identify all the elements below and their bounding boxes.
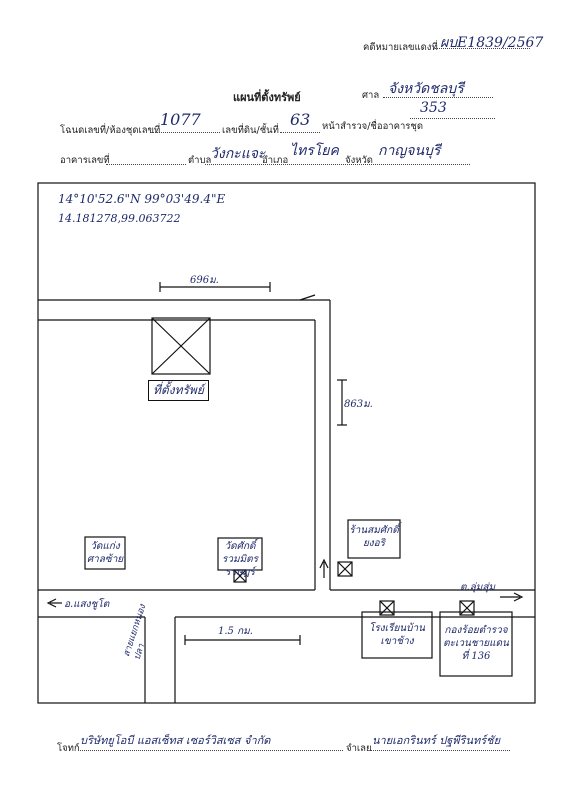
police-label: กองร้อยตำรวจตะเวนชายแดนที่ 136	[443, 625, 509, 662]
defendant-label: จำเลย	[346, 743, 372, 754]
subdistrict: วังกะแจะ	[210, 146, 266, 162]
survey-label: หน้าสำรวจ/ชื่ออาคารชุด	[322, 121, 424, 132]
province-label: จังหวัด	[345, 155, 373, 166]
dist-bottom-label: 1.5 กม.	[218, 626, 253, 637]
property-label: ที่ตั้งทรัพย์	[148, 380, 209, 401]
marker-shop	[338, 562, 352, 576]
temple-label: วัดแก่งศาลซ้าย	[86, 541, 124, 565]
subdistrict-label: ตำบล	[188, 155, 212, 166]
school-label: โรงเรียนบ้านเขาช้าง	[369, 623, 425, 647]
road-vertical-label: สายแยกหนองปลา	[122, 603, 149, 662]
case-number: ผบE1839/2567	[440, 35, 544, 51]
survey-no: 353	[420, 100, 447, 116]
court-name: จังหวัดชลบุรี	[388, 81, 464, 97]
land-no: 63	[290, 110, 311, 129]
marker-school	[380, 601, 394, 615]
deed-number: 1077	[160, 110, 201, 129]
district: ไทรโยค	[290, 143, 339, 159]
top-arrow	[300, 295, 315, 300]
rubber-label: วัดศักดิ์รวมมิตรราษฎร์	[221, 541, 259, 578]
marker-police	[460, 601, 474, 615]
plaintiff-label: โจทก์	[57, 743, 80, 754]
page-title: แผนที่ตั้งทรัพย์	[233, 91, 301, 104]
case-number-label: คดีหมายเลขแดงที่	[363, 42, 438, 53]
district-label: อำเภอ	[262, 155, 289, 166]
building-label: อาคารเลขที่	[60, 155, 110, 166]
coords-dms: 14°10'52.6"N 99°03'49.4"E	[58, 192, 226, 206]
province: กาญจนบุรี	[378, 143, 441, 159]
land-no-label: เลขที่ดิน/ชั้นที่	[222, 125, 279, 136]
road-right-label: ต.ลุ่มสุ่ม	[460, 582, 496, 593]
road-left-label: อ.แสงชูโต	[64, 599, 110, 610]
deed-label: โฉนดเลขที่/ห้องชุดเลขที่	[60, 125, 161, 136]
defendant: นายเอกรินทร์ ปฐพีรินทร์ชัย	[372, 734, 501, 747]
coords-decimal: 14.181278,99.063722	[58, 212, 181, 225]
plaintiff-line	[78, 750, 343, 751]
dist-top-label: 696ม.	[190, 275, 219, 286]
shop-label: ร้านสมศักดิ์ยงอริ	[349, 525, 399, 549]
court-label: ศาล	[362, 90, 380, 101]
dist-right-label: 863ม.	[344, 399, 373, 410]
defendant-line	[370, 750, 510, 751]
plaintiff: บริษัทยูโอบี แอสเซ็ทส เซอร์วิสเซส จำกัด	[80, 734, 271, 747]
